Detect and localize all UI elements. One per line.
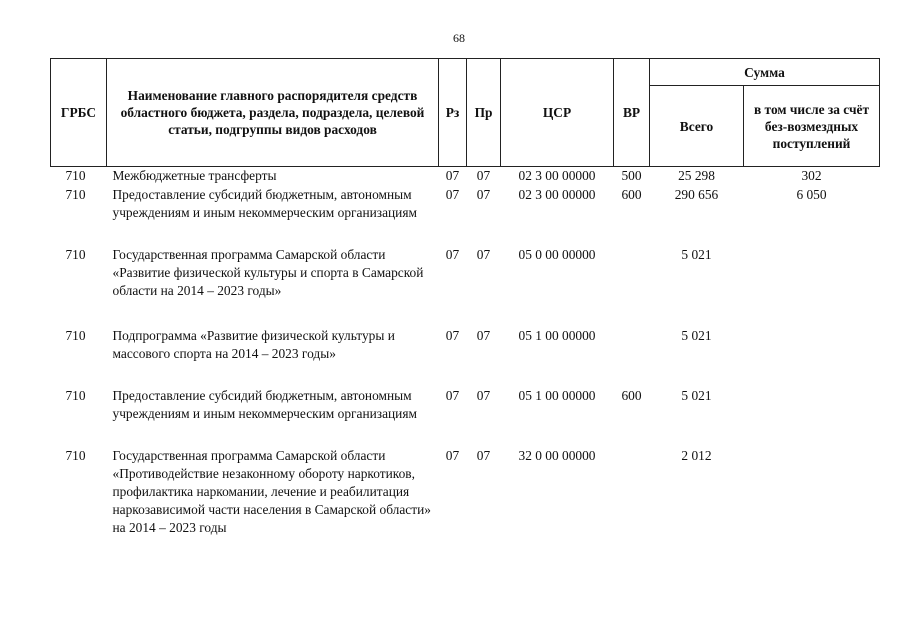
- cell-name: Государственная программа Самарской области «Противодействие незаконному обороту наркотиков, профилактика наркомании, лечение и реабилитация наркозависимой части населения в Самарской области» на 2014 – 2023 годы: [112, 447, 431, 535]
- cell-csr: 02 3 00 00000: [501, 167, 614, 186]
- cell-grbs: 710: [65, 447, 86, 463]
- header-total: Всего: [650, 86, 744, 167]
- table-row: [51, 447, 880, 542]
- cell-incl: [744, 327, 880, 387]
- cell-rz: 07: [445, 447, 460, 463]
- cell-pr: 07: [476, 327, 491, 343]
- cell-total: 5 021: [681, 327, 712, 343]
- cell-rz: 07: [445, 387, 460, 403]
- cell-rz: 07: [445, 246, 460, 262]
- cell-csr: 02 3 00 00000: [518, 186, 596, 202]
- table-row: [51, 387, 880, 447]
- cell-incl: [744, 246, 880, 327]
- cell-name: Предоставление субсидий бюджетным, автономным учреждениям и иным некоммерческим организациям: [112, 186, 417, 220]
- table-row: [51, 186, 880, 246]
- cell-name: Предоставление субсидий бюджетным, автономным учреждениям и иным некоммерческим организациям: [112, 387, 417, 421]
- cell-incl: [744, 447, 880, 542]
- cell-vr: 600: [621, 387, 642, 403]
- header-pr: Пр: [467, 59, 501, 167]
- cell-grbs: 710: [65, 186, 86, 202]
- cell-csr: 05 1 00 00000: [518, 327, 596, 343]
- cell-name: Государственная программа Самарской области «Развитие физической культуры и спорта в Самарской области на 2014 – 2023 годы»: [112, 246, 424, 298]
- cell-total: 290 656: [674, 186, 719, 202]
- cell-csr: 32 0 00 00000: [518, 447, 596, 463]
- cell-vr: [614, 447, 650, 542]
- budget-table: [50, 58, 880, 542]
- cell-total: 5 021: [681, 246, 712, 262]
- table-body: [51, 167, 880, 542]
- cell-rz: 07: [445, 186, 460, 202]
- cell-incl: 302: [744, 167, 880, 186]
- page-number: 68: [453, 31, 465, 45]
- cell-total: 25 298: [650, 167, 744, 186]
- header-name: Наименование главного распорядителя средств областного бюджета, раздела, подраздела, целевой статьи, подгруппы видов расходов: [107, 59, 439, 167]
- cell-grbs: 710: [65, 246, 86, 262]
- header-incl: в том числе за счёт без-возмездных поступлений: [744, 86, 880, 167]
- table-header: [51, 59, 880, 167]
- cell-vr: [614, 246, 650, 327]
- cell-total: 5 021: [681, 387, 712, 403]
- cell-vr: [614, 327, 650, 387]
- cell-vr: 500: [614, 167, 650, 186]
- cell-incl: 6 050: [796, 186, 827, 202]
- cell-csr: 05 1 00 00000: [518, 387, 596, 403]
- cell-pr: 07: [467, 167, 501, 186]
- cell-pr: 07: [476, 246, 491, 262]
- cell-pr: 07: [476, 447, 491, 463]
- cell-total: 2 012: [681, 447, 712, 463]
- table-row: [51, 167, 880, 186]
- cell-grbs: 710: [65, 327, 86, 343]
- cell-grbs: 710: [65, 387, 86, 403]
- cell-csr: 05 0 00 00000: [518, 246, 596, 262]
- cell-rz: 07: [439, 167, 467, 186]
- header-vr: ВР: [614, 59, 650, 167]
- table-row: [51, 246, 880, 327]
- cell-incl: [744, 387, 880, 447]
- header-rz: Рз: [439, 59, 467, 167]
- cell-pr: 07: [476, 186, 491, 202]
- cell-pr: 07: [476, 387, 491, 403]
- cell-grbs: 710: [51, 167, 107, 186]
- cell-name: Межбюджетные трансферты: [107, 167, 439, 186]
- cell-name: Подпрограмма «Развитие физической культуры и массового спорта на 2014 – 2023 годы»: [112, 327, 395, 361]
- header-sum: Сумма: [650, 59, 880, 86]
- table-row: [51, 327, 880, 387]
- cell-vr: 600: [621, 186, 642, 202]
- header-csr: ЦСР: [501, 59, 614, 167]
- header-grbs: ГРБС: [51, 59, 107, 167]
- cell-rz: 07: [445, 327, 460, 343]
